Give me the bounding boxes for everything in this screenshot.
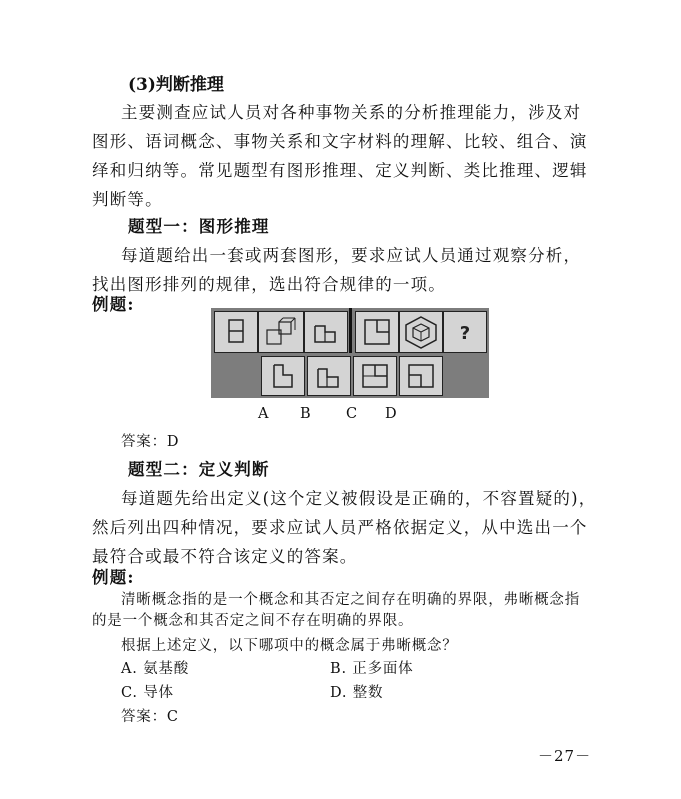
- type1-line-1: 每道题给出一套或两套图形，要求应试人员通过观察分析，: [121, 246, 582, 265]
- type1-example-label: 例题:: [92, 295, 135, 314]
- type2-line-1: 每道题先给出定义(这个定义被假设是正确的，不容置疑的)，: [121, 489, 597, 508]
- option-b-shape-icon: [308, 357, 350, 395]
- type2-answer: 答案：C: [121, 709, 179, 725]
- intro-line-4: 判断等。: [92, 190, 163, 209]
- figure-cell-6: [443, 311, 487, 353]
- type1-answer: 答案：D: [121, 434, 180, 450]
- option-c-shape-icon: [354, 357, 396, 395]
- option-figure-c: [353, 356, 397, 396]
- type2-example-label: 例题:: [92, 568, 135, 587]
- type2-option-b: B. 正多面体: [330, 661, 414, 677]
- type2-example-line-2: 的是一个概念和其否定之间不存在明确的界限。: [92, 613, 414, 629]
- intro-line-1: 主要测查应试人员对各种事物关系的分析推理能力，涉及对: [121, 103, 582, 122]
- type2-line-2: 然后列出四种情况，要求应试人员严格依据定义，从中选出一个: [92, 518, 588, 537]
- option-label-a: A: [258, 406, 270, 422]
- option-label-d: D: [385, 406, 398, 422]
- type2-option-c: C. 导体: [121, 685, 174, 701]
- type2-heading: 题型二：定义判断: [128, 460, 270, 479]
- type2-question: 根据上述定义，以下哪项中的概念属于弗晰概念？: [121, 638, 458, 654]
- option-d-shape-icon: [400, 357, 442, 395]
- page-number: －27－: [538, 747, 592, 765]
- type1-heading: 题型一：图形推理: [128, 217, 270, 236]
- option-label-b: B: [300, 406, 312, 422]
- question-mark-icon: [444, 312, 486, 352]
- figure-divider: [349, 308, 352, 353]
- figure-cell-3: [304, 311, 348, 353]
- intro-line-3: 绎和归纳等。常见题型有图形推理、定义判断、类比推理、逻辑: [92, 161, 588, 180]
- corner-square-icon: [356, 312, 398, 352]
- type2-example-line-1: 清晰概念指的是一个概念和其否定之间存在明确的界限，弗晰概念指: [121, 592, 580, 608]
- cube-icon: [259, 312, 303, 352]
- figure-cell-2: [258, 311, 304, 353]
- l-shape-icon: [305, 312, 347, 352]
- type2-option-a: A. 氨基酸: [121, 661, 189, 677]
- option-figure-d: [399, 356, 443, 396]
- option-a-shape-icon: [262, 357, 304, 395]
- intro-line-2: 图形、语词概念、事物关系和文字材料的理解、比较、组合、演: [92, 132, 588, 151]
- nested-cube-icon: [400, 312, 442, 352]
- figure-cell-1: [214, 311, 258, 353]
- section-title: (3)判断推理: [128, 75, 224, 95]
- type2-line-3: 最符合或最不符合该定义的答案。: [92, 547, 358, 566]
- figure-cell-4: [355, 311, 399, 353]
- question-mark: ?: [459, 323, 471, 344]
- figure-reasoning-image: [211, 308, 489, 398]
- type2-option-d: D. 整数: [330, 685, 384, 701]
- type1-line-2: 找出图形排列的规律，选出符合规律的一项。: [92, 275, 446, 294]
- option-label-c: C: [346, 406, 358, 422]
- option-figure-a: [261, 356, 305, 396]
- option-figure-b: [307, 356, 351, 396]
- square-split-icon: [215, 312, 257, 352]
- figure-cell-5: [399, 311, 443, 353]
